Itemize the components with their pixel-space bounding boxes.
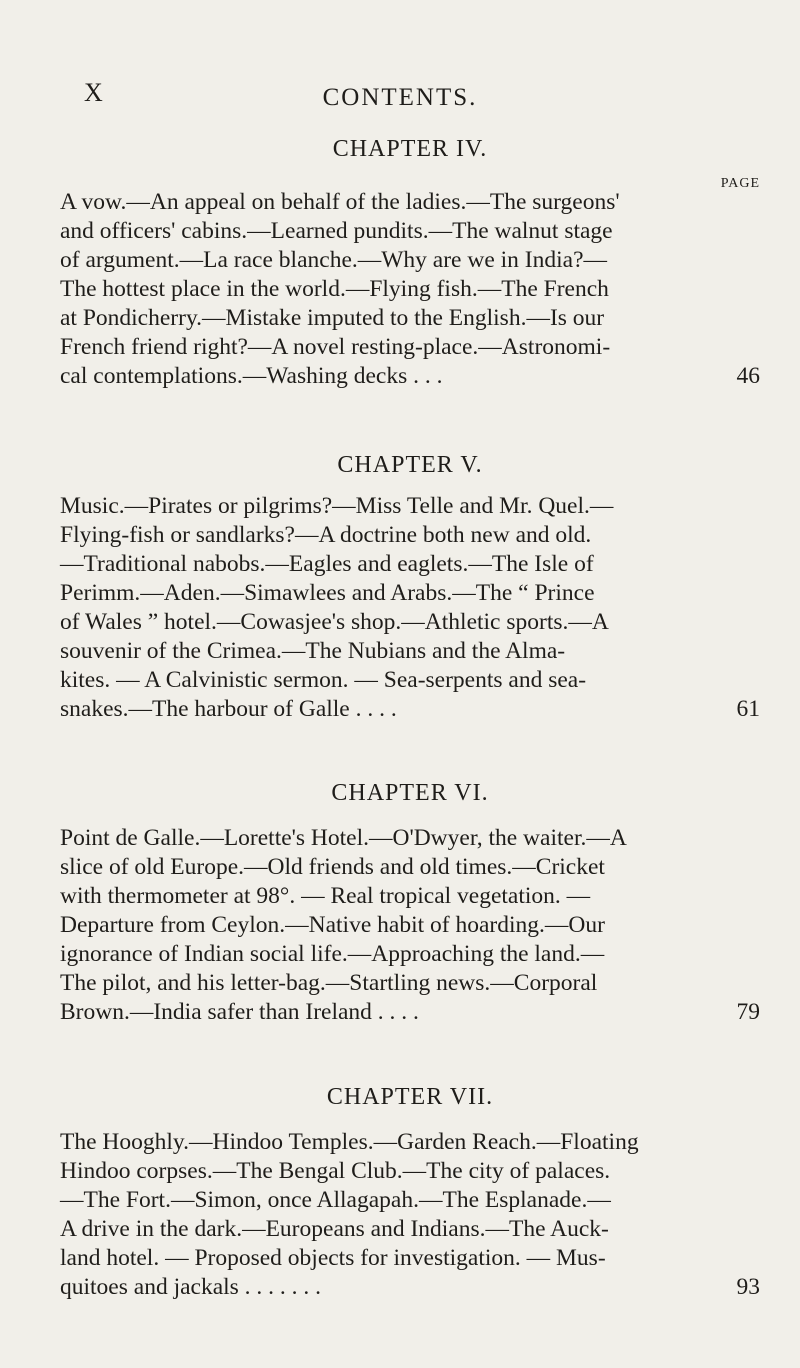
summary-line: The hottest place in the world.—Flying fish.—The French: [60, 276, 609, 302]
summary-line: ignorance of Indian social life.—Approaching the land.—: [60, 941, 605, 967]
chapter-summary: [60, 824, 760, 1027]
page-header: [0, 78, 800, 118]
chapter-summary: [60, 492, 760, 724]
chapter-vii: [60, 1080, 760, 1302]
page-reference: 61: [736, 696, 760, 722]
summary-line: at Pondicherry.—Mistake imputed to the English.—Is our: [60, 305, 605, 331]
summary-line: Departure from Ceylon.—Native habit of hoarding.—Our: [60, 912, 605, 938]
summary-line: Point de Galle.—Lorette's Hotel.—O'Dwyer, the waiter.—A: [60, 825, 627, 851]
page-reference: 46: [736, 363, 760, 389]
chapter-v: [60, 448, 760, 724]
page-reference: 79: [736, 999, 760, 1025]
chapter-summary: [60, 188, 760, 391]
summary-line: Brown.—India safer than Ireland . . . . 79: [60, 999, 760, 1025]
summary-line: —Traditional nabobs.—Eagles and eaglets.—The Isle of: [60, 551, 594, 577]
page-number: X: [84, 78, 104, 107]
summary-line: Perimm.—Aden.—Simawlees and Arabs.—The “ Prince: [60, 580, 595, 606]
summary-line: souvenir of the Crimea.—The Nubians and the Alma-: [60, 638, 566, 664]
summary-line: Music.—Pirates or pilgrims?—Miss Telle and Mr. Quel.—: [60, 493, 614, 519]
chapter-title: CHAPTER VI.: [331, 780, 489, 806]
chapter-title: CHAPTER IV.: [332, 136, 488, 162]
chapter-vi: [60, 776, 760, 1027]
summary-line: of argument.—La race blanche.—Why are we in India?—: [60, 247, 608, 273]
summary-line: —The Fort.—Simon, once Allagapah.—The Esplanade.—: [60, 1187, 611, 1213]
summary-line: with thermometer at 98°. — Real tropical vegetation. —: [60, 883, 591, 909]
page-column-label: PAGE: [720, 176, 760, 191]
summary-line: A vow.—An appeal on behalf of the ladies.—The surgeons': [60, 189, 620, 215]
summary-line: quitoes and jackals . . . . . . . 93: [60, 1274, 760, 1300]
summary-line: The pilot, and his letter-bag.—Startling news.—Corporal: [60, 970, 598, 996]
summary-line: slice of old Europe.—Old friends and old times.—Cricket: [60, 854, 605, 880]
summary-line: cal contemplations.—Washing decks . . . 46: [60, 363, 760, 389]
chapter-summary: [60, 1128, 760, 1302]
summary-line: snakes.—The harbour of Galle . . . . 61: [60, 696, 760, 722]
summary-line: Hindoo corpses.—The Bengal Club.—The city of palaces.: [60, 1158, 611, 1184]
chapter-title: CHAPTER V.: [337, 452, 483, 478]
summary-line: French friend right?—A novel resting-place.—Astronomi-: [60, 334, 611, 360]
chapter-iv: [60, 132, 760, 391]
summary-line: Flying-fish or sandlarks?—A doctrine both new and old.: [60, 522, 592, 548]
summary-line: and officers' cabins.—Learned pundits.—The walnut stage: [60, 218, 613, 244]
summary-line: kites. — A Calvinistic sermon. — Sea-serpents and sea-: [60, 667, 587, 693]
summary-line: of Wales ” hotel.—Cowasjee's shop.—Athletic sports.—A: [60, 609, 609, 635]
running-head: CONTENTS.: [322, 84, 478, 111]
summary-line: A drive in the dark.—Europeans and Indians.—The Auck-: [60, 1216, 609, 1242]
page-reference: 93: [736, 1274, 760, 1300]
summary-line: land hotel. — Proposed objects for investigation. — Mus-: [60, 1245, 606, 1271]
chapter-title: CHAPTER VII.: [326, 1084, 494, 1110]
summary-line: The Hooghly.—Hindoo Temples.—Garden Reach.—Floating: [60, 1129, 639, 1155]
